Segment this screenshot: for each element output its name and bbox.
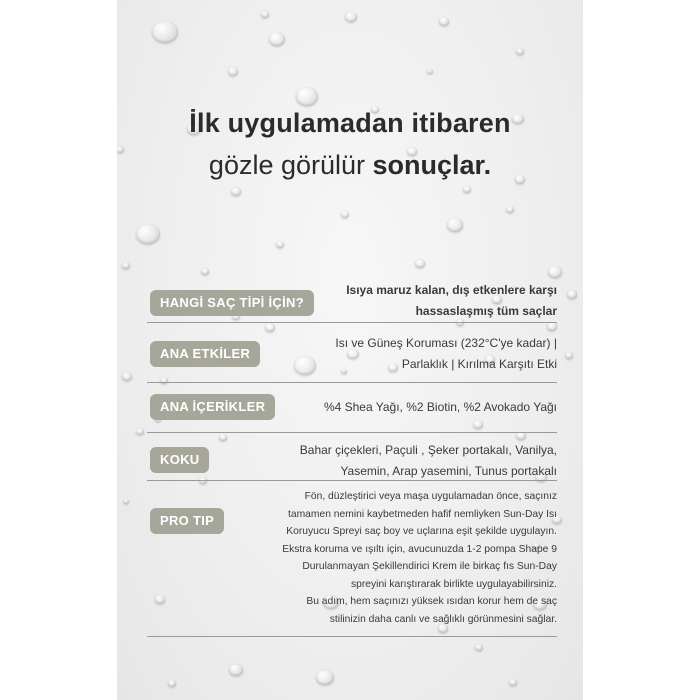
divider — [147, 432, 557, 433]
water-droplet — [509, 679, 517, 686]
water-droplet — [415, 259, 425, 268]
value-line: Bu adım, hem saçınızı yüksek ısıdan korur hem de saç — [306, 596, 557, 607]
water-droplet — [341, 211, 349, 218]
water-droplet — [447, 218, 463, 232]
divider — [147, 636, 557, 637]
water-droplet — [516, 48, 524, 55]
label-main-ingredients: ANA İÇERİKLER — [150, 394, 275, 420]
water-droplet — [122, 262, 130, 269]
value-line: hassaslaşmış tüm saçlar — [415, 304, 557, 318]
row-scent — [147, 440, 557, 480]
label-scent: KOKU — [150, 447, 209, 473]
value-line: Yasemin, Arap yasemini, Tunus portakalı — [340, 464, 557, 478]
value-main-effects — [335, 333, 557, 375]
value-pro-tip — [282, 488, 557, 628]
row-main-ingredients — [147, 394, 557, 424]
label-hair-type: HANGİ SAÇ TİPİ İÇİN? — [150, 290, 314, 316]
value-line: Durulanmayan Şekillendirici Krem ile birkaç fıs Sun-Day — [302, 561, 557, 572]
row-hair-type — [147, 282, 557, 322]
info-panel — [117, 0, 583, 700]
value-line: Isı ve Güneş Koruması (232°C'ye kadar) | — [335, 336, 557, 350]
row-main-effects — [147, 333, 557, 383]
water-droplet — [136, 428, 144, 435]
divider — [147, 382, 557, 383]
value-scent — [300, 440, 557, 482]
water-droplet — [548, 266, 562, 278]
water-droplet — [475, 644, 483, 651]
water-droplet — [136, 224, 160, 244]
value-line: Ekstra koruma ve ışıltı için, avucunuzda 1-2 pompa Shape 9 — [282, 543, 557, 555]
headline-line-1: İlk uygulamadan itibaren — [189, 108, 511, 138]
value-line: stilinizin daha canlı ve sağlıklı görünmesini sağlar. — [329, 613, 557, 625]
water-droplet — [276, 241, 284, 248]
water-droplet — [567, 290, 577, 299]
water-droplet — [439, 17, 449, 26]
water-droplet — [296, 87, 318, 106]
water-droplet — [123, 499, 129, 504]
water-droplet — [168, 680, 176, 687]
value-line: Isıya maruz kalan, dış etkenlere karşı — [346, 283, 557, 297]
water-droplet — [201, 268, 209, 275]
water-droplet — [152, 21, 178, 43]
water-droplet — [122, 372, 132, 381]
water-droplet — [427, 69, 433, 74]
value-line: Fön, düzleştirici veya maşa uygulamadan önce, saçınız — [304, 491, 557, 502]
value-line: tamamen nemini kaybetmeden hafif nemliyken Sun-Day Isı — [288, 508, 557, 520]
value-main-ingredients — [324, 397, 557, 418]
water-droplet — [228, 67, 238, 76]
headline-line-2-normal: gözle görülür — [208, 150, 373, 180]
value-line: Parlaklık | Kırılma Karşıtı Etki — [401, 357, 557, 371]
water-droplet — [269, 32, 285, 46]
divider — [147, 322, 557, 323]
divider — [147, 480, 557, 481]
label-main-effects: ANA ETKİLER — [150, 341, 260, 367]
water-droplet — [229, 664, 243, 676]
water-droplet — [463, 186, 471, 193]
value-hair-type — [346, 280, 557, 322]
water-droplet — [261, 11, 269, 18]
label-pro-tip: PRO TIP — [150, 508, 224, 534]
value-line: Bahar çiçekleri, Paçuli , Şeker portakalı, Vanilya, — [299, 443, 557, 457]
water-droplet — [316, 670, 334, 685]
water-droplet — [547, 322, 557, 331]
water-droplet — [265, 323, 275, 332]
value-line: Koruyucu Spreyi saç boy ve uçlarına eşit şekilde uygulayın. — [286, 526, 557, 537]
water-droplet — [345, 12, 357, 22]
water-droplet — [506, 206, 514, 213]
value-line: spreyini karıştırarak birlikte uygulayabilirsiniz. — [350, 578, 557, 590]
water-droplet — [231, 187, 241, 196]
water-droplet — [565, 352, 573, 359]
headline-line-2 — [117, 150, 583, 181]
row-pro-tip — [147, 488, 557, 632]
headline-line-2-bold: sonuçlar. — [372, 150, 492, 180]
value-line: %4 Shea Yağı, %2 Biotin, %2 Avokado Yağı — [323, 400, 557, 414]
